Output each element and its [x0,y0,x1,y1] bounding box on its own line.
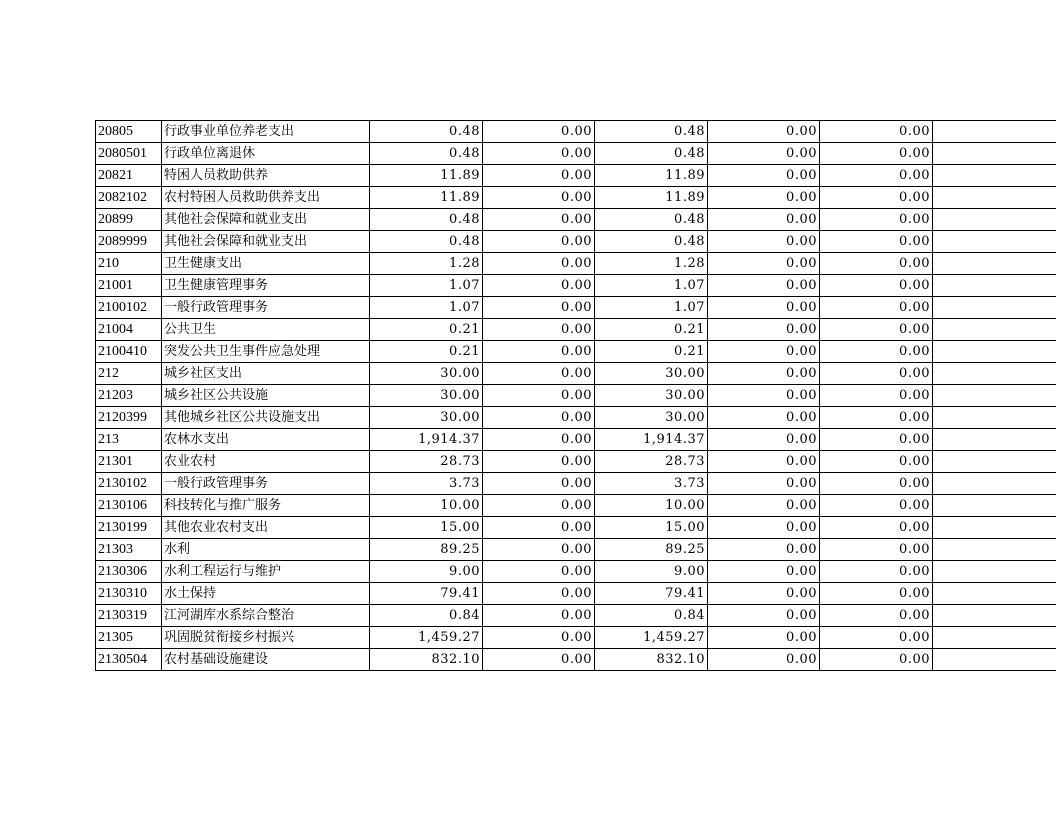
table-row [96,297,1056,319]
row-name: 水利 [162,539,370,561]
table-row [96,539,1056,561]
row-value-3: 15.00 [595,517,708,539]
row-value-2: 0.00 [483,121,595,143]
row-empty-cell [933,473,1056,495]
row-value-3: 0.21 [595,341,708,363]
row-empty-cell [933,253,1056,275]
row-value-1: 28.73 [370,451,483,473]
row-code: 2130106 [96,495,162,517]
row-value-1: 15.00 [370,517,483,539]
row-value-2: 0.00 [483,605,595,627]
row-value-2: 0.00 [483,385,595,407]
row-name: 卫生健康管理事务 [162,275,370,297]
row-code: 20805 [96,121,162,143]
row-value-4: 0.00 [708,583,820,605]
row-value-4: 0.00 [708,539,820,561]
row-code: 21001 [96,275,162,297]
table-row [96,341,1056,363]
row-value-1: 1,459.27 [370,627,483,649]
row-value-3: 1,459.27 [595,627,708,649]
row-value-4: 0.00 [708,627,820,649]
table-row [96,561,1056,583]
row-value-2: 0.00 [483,561,595,583]
row-name: 科技转化与推广服务 [162,495,370,517]
table-row [96,583,1056,605]
row-value-2: 0.00 [483,539,595,561]
row-value-4: 0.00 [708,429,820,451]
row-value-3: 79.41 [595,583,708,605]
row-value-5: 0.00 [820,451,933,473]
row-value-2: 0.00 [483,275,595,297]
table-row [96,165,1056,187]
table-row [96,407,1056,429]
row-value-3: 0.48 [595,209,708,231]
row-value-5: 0.00 [820,407,933,429]
row-value-3: 28.73 [595,451,708,473]
table-row [96,385,1056,407]
row-code: 2120399 [96,407,162,429]
row-value-2: 0.00 [483,187,595,209]
row-value-2: 0.00 [483,319,595,341]
row-value-5: 0.00 [820,561,933,583]
row-name: 行政事业单位养老支出 [162,121,370,143]
row-value-5: 0.00 [820,385,933,407]
row-value-4: 0.00 [708,605,820,627]
row-value-3: 10.00 [595,495,708,517]
row-value-5: 0.00 [820,121,933,143]
row-value-2: 0.00 [483,407,595,429]
row-value-5: 0.00 [820,165,933,187]
row-name: 江河湖库水系综合整治 [162,605,370,627]
row-value-1: 11.89 [370,165,483,187]
row-empty-cell [933,319,1056,341]
row-value-1: 10.00 [370,495,483,517]
row-empty-cell [933,297,1056,319]
row-value-5: 0.00 [820,539,933,561]
row-empty-cell [933,429,1056,451]
row-empty-cell [933,561,1056,583]
row-name: 农村特困人员救助供养支出 [162,187,370,209]
row-empty-cell [933,407,1056,429]
row-value-5: 0.00 [820,495,933,517]
row-name: 突发公共卫生事件应急处理 [162,341,370,363]
row-empty-cell [933,495,1056,517]
row-value-1: 0.84 [370,605,483,627]
row-value-5: 0.00 [820,275,933,297]
row-name: 卫生健康支出 [162,253,370,275]
row-code: 2100410 [96,341,162,363]
row-code: 20821 [96,165,162,187]
row-value-5: 0.00 [820,649,933,671]
table-row [96,319,1056,341]
row-code: 2130319 [96,605,162,627]
row-value-2: 0.00 [483,583,595,605]
row-code: 21004 [96,319,162,341]
table-row [96,517,1056,539]
row-value-2: 0.00 [483,451,595,473]
table-row [96,363,1056,385]
row-empty-cell [933,363,1056,385]
row-value-1: 1.28 [370,253,483,275]
row-value-3: 30.00 [595,385,708,407]
row-value-1: 832.10 [370,649,483,671]
row-name: 公共卫生 [162,319,370,341]
row-value-5: 0.00 [820,605,933,627]
row-value-2: 0.00 [483,297,595,319]
row-name: 农林水支出 [162,429,370,451]
row-name: 城乡社区支出 [162,363,370,385]
row-name: 其他农业农村支出 [162,517,370,539]
row-value-2: 0.00 [483,473,595,495]
row-code: 2089999 [96,231,162,253]
row-empty-cell [933,385,1056,407]
row-value-4: 0.00 [708,231,820,253]
row-value-5: 0.00 [820,143,933,165]
row-code: 2130306 [96,561,162,583]
row-name: 农业农村 [162,451,370,473]
row-empty-cell [933,121,1056,143]
row-value-2: 0.00 [483,363,595,385]
row-value-1: 1.07 [370,275,483,297]
row-value-1: 1,914.37 [370,429,483,451]
row-value-3: 0.84 [595,605,708,627]
row-empty-cell [933,165,1056,187]
row-value-4: 0.00 [708,319,820,341]
table-row [96,495,1056,517]
table-body [96,121,1056,671]
row-name: 水土保持 [162,583,370,605]
row-value-3: 0.21 [595,319,708,341]
row-value-5: 0.00 [820,187,933,209]
row-empty-cell [933,143,1056,165]
table-row [96,143,1056,165]
row-value-5: 0.00 [820,363,933,385]
row-value-5: 0.00 [820,583,933,605]
table-row [96,275,1056,297]
row-code: 210 [96,253,162,275]
row-name: 农村基础设施建设 [162,649,370,671]
row-value-2: 0.00 [483,231,595,253]
row-value-1: 30.00 [370,407,483,429]
row-value-1: 30.00 [370,385,483,407]
row-value-2: 0.00 [483,165,595,187]
row-value-1: 0.48 [370,231,483,253]
row-value-4: 0.00 [708,473,820,495]
row-value-3: 1.28 [595,253,708,275]
row-value-4: 0.00 [708,187,820,209]
row-value-4: 0.00 [708,407,820,429]
row-value-1: 1.07 [370,297,483,319]
row-value-2: 0.00 [483,209,595,231]
row-value-4: 0.00 [708,451,820,473]
row-value-5: 0.00 [820,429,933,451]
row-value-3: 11.89 [595,165,708,187]
row-value-1: 30.00 [370,363,483,385]
row-code: 212 [96,363,162,385]
row-value-1: 0.48 [370,143,483,165]
row-value-4: 0.00 [708,253,820,275]
row-value-4: 0.00 [708,275,820,297]
row-empty-cell [933,605,1056,627]
table-row [96,627,1056,649]
budget-table [95,120,1056,671]
row-code: 2082102 [96,187,162,209]
row-empty-cell [933,187,1056,209]
row-value-3: 1,914.37 [595,429,708,451]
row-value-4: 0.00 [708,517,820,539]
table-row [96,429,1056,451]
row-code: 2130504 [96,649,162,671]
row-value-5: 0.00 [820,253,933,275]
table-row [96,209,1056,231]
row-value-4: 0.00 [708,297,820,319]
row-value-1: 3.73 [370,473,483,495]
row-code: 2080501 [96,143,162,165]
row-value-4: 0.00 [708,495,820,517]
row-value-2: 0.00 [483,517,595,539]
row-name: 水利工程运行与维护 [162,561,370,583]
row-value-5: 0.00 [820,231,933,253]
row-value-2: 0.00 [483,429,595,451]
row-value-4: 0.00 [708,561,820,583]
row-name: 巩固脱贫衔接乡村振兴 [162,627,370,649]
table-row [96,649,1056,671]
row-empty-cell [933,583,1056,605]
row-name: 城乡社区公共设施 [162,385,370,407]
row-value-4: 0.00 [708,165,820,187]
row-value-3: 30.00 [595,363,708,385]
row-value-1: 11.89 [370,187,483,209]
table-row [96,231,1056,253]
row-name: 其他社会保障和就业支出 [162,209,370,231]
row-value-3: 9.00 [595,561,708,583]
row-value-2: 0.00 [483,649,595,671]
row-empty-cell [933,517,1056,539]
row-empty-cell [933,209,1056,231]
row-value-3: 1.07 [595,297,708,319]
row-name: 一般行政管理事务 [162,297,370,319]
table-row [96,473,1056,495]
row-value-2: 0.00 [483,627,595,649]
row-value-2: 0.00 [483,495,595,517]
row-code: 2130199 [96,517,162,539]
row-code: 2130310 [96,583,162,605]
row-value-5: 0.00 [820,319,933,341]
table-row [96,605,1056,627]
row-code: 21305 [96,627,162,649]
row-value-3: 0.48 [595,143,708,165]
row-value-1: 0.48 [370,209,483,231]
row-value-1: 9.00 [370,561,483,583]
row-value-2: 0.00 [483,143,595,165]
row-value-5: 0.00 [820,473,933,495]
row-value-4: 0.00 [708,209,820,231]
row-empty-cell [933,275,1056,297]
row-value-5: 0.00 [820,517,933,539]
row-value-3: 11.89 [595,187,708,209]
row-value-4: 0.00 [708,341,820,363]
row-name: 行政单位离退休 [162,143,370,165]
row-name: 特困人员救助供养 [162,165,370,187]
row-value-4: 0.00 [708,385,820,407]
row-empty-cell [933,539,1056,561]
table-row [96,187,1056,209]
row-code: 2130102 [96,473,162,495]
row-code: 21203 [96,385,162,407]
row-empty-cell [933,341,1056,363]
table-row [96,253,1056,275]
row-value-3: 832.10 [595,649,708,671]
row-value-5: 0.00 [820,297,933,319]
row-value-5: 0.00 [820,627,933,649]
row-code: 2100102 [96,297,162,319]
row-value-1: 89.25 [370,539,483,561]
row-value-4: 0.00 [708,363,820,385]
row-code: 21303 [96,539,162,561]
row-code: 20899 [96,209,162,231]
row-code: 213 [96,429,162,451]
row-value-1: 0.48 [370,121,483,143]
row-empty-cell [933,627,1056,649]
row-value-1: 0.21 [370,319,483,341]
row-value-4: 0.00 [708,121,820,143]
row-value-1: 79.41 [370,583,483,605]
row-value-5: 0.00 [820,209,933,231]
row-value-3: 30.00 [595,407,708,429]
row-value-3: 1.07 [595,275,708,297]
row-value-2: 0.00 [483,253,595,275]
row-value-1: 0.21 [370,341,483,363]
row-code: 21301 [96,451,162,473]
row-value-2: 0.00 [483,341,595,363]
row-name: 一般行政管理事务 [162,473,370,495]
row-value-4: 0.00 [708,143,820,165]
row-empty-cell [933,451,1056,473]
row-empty-cell [933,231,1056,253]
row-value-3: 89.25 [595,539,708,561]
table-row [96,121,1056,143]
table-row [96,451,1056,473]
row-value-4: 0.00 [708,649,820,671]
row-name: 其他城乡社区公共设施支出 [162,407,370,429]
row-empty-cell [933,649,1056,671]
row-value-5: 0.00 [820,341,933,363]
row-value-3: 0.48 [595,231,708,253]
row-name: 其他社会保障和就业支出 [162,231,370,253]
row-value-3: 0.48 [595,121,708,143]
row-value-3: 3.73 [595,473,708,495]
